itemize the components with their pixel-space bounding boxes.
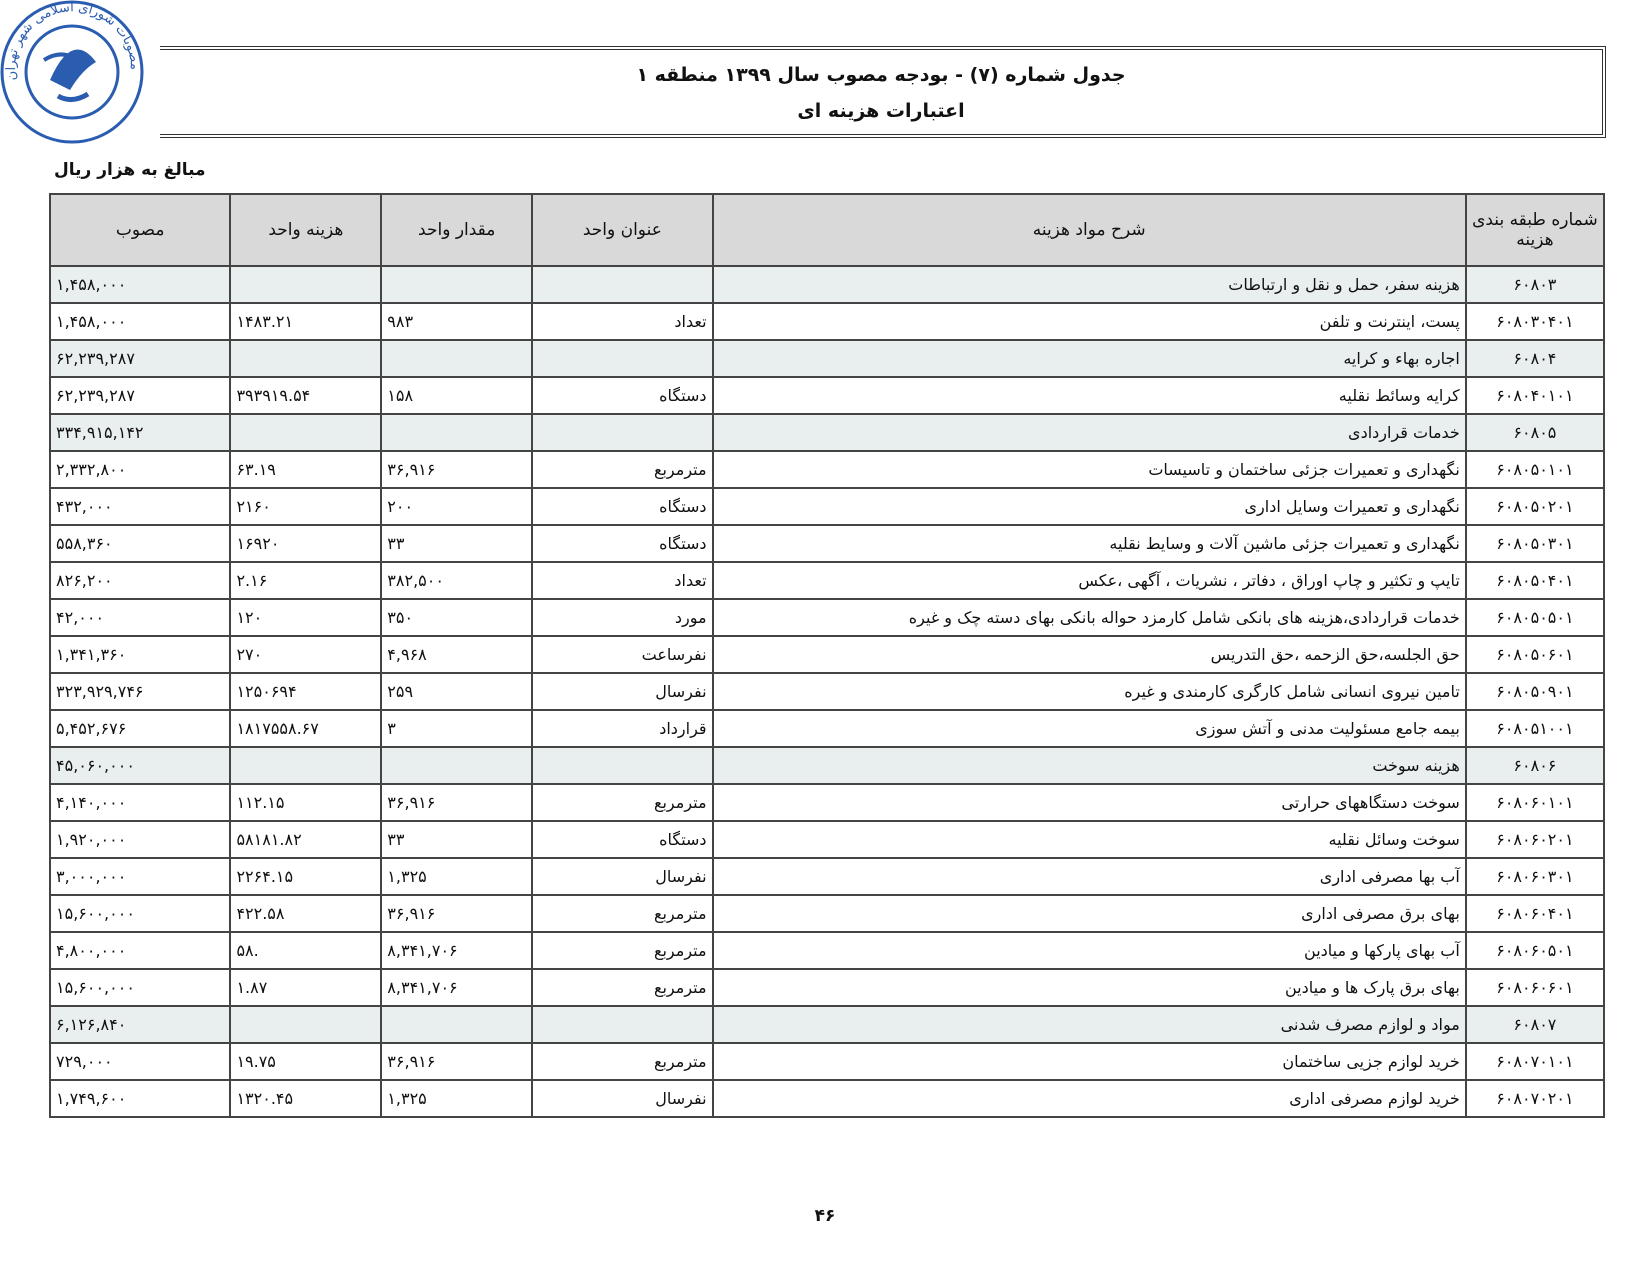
cell-code: ۶۰۸۰۶ xyxy=(1466,747,1604,784)
group-row xyxy=(50,340,1604,377)
cell-unit-quantity: ۲۰۰ xyxy=(381,488,532,525)
cell-unit-title: نفرسال xyxy=(532,858,712,895)
cell-unit-title: نفرسال xyxy=(532,1080,712,1117)
cell-unit-quantity: ۳۸۲,۵۰۰ xyxy=(381,562,532,599)
cell-description: بیمه جامع مسئولیت مدنی و آتش سوزی xyxy=(713,710,1466,747)
cell-description: حق الجلسه،حق الزحمه ،حق التدریس xyxy=(713,636,1466,673)
cell-description: خرید لوازم جزیی ساختمان xyxy=(713,1043,1466,1080)
table-header-row xyxy=(50,194,1604,266)
cell-approved-amount: ۶,۱۲۶,۸۴۰ xyxy=(50,1006,230,1043)
cell-unit-cost: ۲۱۶۰ xyxy=(230,488,381,525)
cell-code: ۶۰۸۰۳ xyxy=(1466,266,1604,303)
cell-unit-cost: ۱۳۲۰.۴۵ xyxy=(230,1080,381,1117)
cell-code: ۶۰۸۰۴ xyxy=(1466,340,1604,377)
cell-code: ۶۰۸۰۶۰۶۰۱ xyxy=(1466,969,1604,1006)
cell-unit-quantity: ۹۸۳ xyxy=(381,303,532,340)
cell-approved-amount: ۶۲,۲۳۹,۲۸۷ xyxy=(50,377,230,414)
cell-unit-cost: ۳۹۳۹۱۹.۵۴ xyxy=(230,377,381,414)
cell-code: ۶۰۸۰۷۰۱۰۱ xyxy=(1466,1043,1604,1080)
cell-approved-amount: ۴۲,۰۰۰ xyxy=(50,599,230,636)
cell-approved-amount: ۴۵,۰۶۰,۰۰۰ xyxy=(50,747,230,784)
cell-description: نگهداری و تعمیرات جزئی ماشین آلات و وسایط نقلیه xyxy=(713,525,1466,562)
cell-unit-title: مترمربع xyxy=(532,969,712,1006)
table-row xyxy=(50,858,1604,895)
table-row xyxy=(50,525,1604,562)
cell-unit-cost xyxy=(230,1006,381,1043)
cell-code: ۶۰۸۰۳۰۴۰۱ xyxy=(1466,303,1604,340)
cell-description: آب بهای پارکها و میادین xyxy=(713,932,1466,969)
table-row xyxy=(50,377,1604,414)
cell-code: ۶۰۸۰۵۰۳۰۱ xyxy=(1466,525,1604,562)
cell-unit-quantity: ۳ xyxy=(381,710,532,747)
cell-description: اجاره بهاء و کرایه xyxy=(713,340,1466,377)
cell-unit-cost: ۱۴۸۳.۲۱ xyxy=(230,303,381,340)
cell-unit-quantity: ۴,۹۶۸ xyxy=(381,636,532,673)
table-row xyxy=(50,451,1604,488)
cell-unit-title: مورد xyxy=(532,599,712,636)
table-row xyxy=(50,636,1604,673)
budget-table xyxy=(49,193,1605,1118)
cell-description: هزینه سفر، حمل و نقل و ارتباطات xyxy=(713,266,1466,303)
cell-unit-cost: ۱۲۵۰۶۹۴ xyxy=(230,673,381,710)
cell-unit-title: نفرسال xyxy=(532,673,712,710)
col-header-cost: هزینه واحد xyxy=(230,194,381,266)
table-row xyxy=(50,784,1604,821)
cell-unit-quantity: ۳۶,۹۱۶ xyxy=(381,1043,532,1080)
cell-unit-title: تعداد xyxy=(532,562,712,599)
cell-unit-quantity xyxy=(381,747,532,784)
cell-unit-title: مترمربع xyxy=(532,1043,712,1080)
cell-unit-cost: ۲۲۶۴.۱۵ xyxy=(230,858,381,895)
cell-description: بهای برق مصرفی اداری xyxy=(713,895,1466,932)
cell-unit-quantity: ۸,۳۴۱,۷۰۶ xyxy=(381,932,532,969)
cell-approved-amount: ۱,۴۵۸,۰۰۰ xyxy=(50,266,230,303)
cell-approved-amount: ۱,۷۴۹,۶۰۰ xyxy=(50,1080,230,1117)
currency-unit-note: مبالغ به هزار ریال xyxy=(54,160,206,180)
cell-code: ۶۰۸۰۵۰۴۰۱ xyxy=(1466,562,1604,599)
cell-code: ۶۰۸۰۶۰۴۰۱ xyxy=(1466,895,1604,932)
page-subtitle: اعتبارات هزینه ای xyxy=(797,100,965,122)
cell-unit-title: دستگاه xyxy=(532,821,712,858)
cell-description: نگهداری و تعمیرات جزئی ساختمان و تاسیسات xyxy=(713,451,1466,488)
cell-unit-quantity: ۳۶,۹۱۶ xyxy=(381,895,532,932)
group-row xyxy=(50,414,1604,451)
col-header-approved: مصوب xyxy=(50,194,230,266)
cell-code: ۶۰۸۰۵۰۱۰۱ xyxy=(1466,451,1604,488)
cell-description: هزینه سوخت xyxy=(713,747,1466,784)
cell-unit-cost: ۲.۱۶ xyxy=(230,562,381,599)
cell-description: نگهداری و تعمیرات وسایل اداری xyxy=(713,488,1466,525)
cell-approved-amount: ۷۲۹,۰۰۰ xyxy=(50,1043,230,1080)
table-row xyxy=(50,895,1604,932)
col-header-code: شماره طبقه بندی هزینه xyxy=(1466,194,1604,266)
group-row xyxy=(50,266,1604,303)
cell-code: ۶۰۸۰۵۰۶۰۱ xyxy=(1466,636,1604,673)
cell-description: سوخت دستگاههای حرارتی xyxy=(713,784,1466,821)
cell-code: ۶۰۸۰۶۰۲۰۱ xyxy=(1466,821,1604,858)
cell-code: ۶۰۸۰۵۰۹۰۱ xyxy=(1466,673,1604,710)
cell-code: ۶۰۸۰۴۰۱۰۱ xyxy=(1466,377,1604,414)
cell-unit-cost: ۱۸۱۷۵۵۸.۶۷ xyxy=(230,710,381,747)
cell-approved-amount: ۵,۴۵۲,۶۷۶ xyxy=(50,710,230,747)
col-header-unit: عنوان واحد xyxy=(532,194,712,266)
cell-unit-cost: ۱۲۰ xyxy=(230,599,381,636)
table-row xyxy=(50,932,1604,969)
table-row xyxy=(50,1043,1604,1080)
cell-description: کرایه وسائط نقلیه xyxy=(713,377,1466,414)
cell-unit-cost xyxy=(230,414,381,451)
cell-code: ۶۰۸۰۶۰۱۰۱ xyxy=(1466,784,1604,821)
cell-code: ۶۰۸۰۶۰۵۰۱ xyxy=(1466,932,1604,969)
group-row xyxy=(50,747,1604,784)
cell-unit-title xyxy=(532,266,712,303)
cell-description: خدمات قراردادی xyxy=(713,414,1466,451)
cell-unit-title xyxy=(532,414,712,451)
cell-unit-cost: .۵۸ xyxy=(230,932,381,969)
table-row xyxy=(50,599,1604,636)
cell-unit-quantity: ۸,۳۴۱,۷۰۶ xyxy=(381,969,532,1006)
cell-code: ۶۰۸۰۵۰۲۰۱ xyxy=(1466,488,1604,525)
council-seal-stamp xyxy=(0,0,158,158)
cell-unit-title: مترمربع xyxy=(532,932,712,969)
cell-unit-cost xyxy=(230,340,381,377)
cell-unit-quantity xyxy=(381,414,532,451)
cell-approved-amount: ۸۲۶,۲۰۰ xyxy=(50,562,230,599)
cell-description: آب بها مصرفی اداری xyxy=(713,858,1466,895)
cell-description: تایپ و تکثیر و چاپ اوراق ، دفاتر ، نشریات ، آگهی ،عکس xyxy=(713,562,1466,599)
page-title: جدول شماره (۷) - بودجه مصوب سال ۱۳۹۹ منطقه ۱ xyxy=(636,64,1126,86)
cell-approved-amount: ۱,۹۲۰,۰۰۰ xyxy=(50,821,230,858)
cell-unit-title: دستگاه xyxy=(532,377,712,414)
cell-unit-cost: ۵۸۱۸۱.۸۲ xyxy=(230,821,381,858)
cell-code: ۶۰۸۰۷۰۲۰۱ xyxy=(1466,1080,1604,1117)
cell-unit-quantity: ۱,۳۲۵ xyxy=(381,1080,532,1117)
cell-unit-title: دستگاه xyxy=(532,525,712,562)
cell-approved-amount: ۳۳۴,۹۱۵,۱۴۲ xyxy=(50,414,230,451)
cell-unit-quantity: ۳۵۰ xyxy=(381,599,532,636)
cell-code: ۶۰۸۰۵ xyxy=(1466,414,1604,451)
cell-description: پست، اینترنت و تلفن xyxy=(713,303,1466,340)
cell-unit-cost: ۱۱۲.۱۵ xyxy=(230,784,381,821)
cell-unit-cost: ۱.۸۷ xyxy=(230,969,381,1006)
cell-unit-quantity: ۳۶,۹۱۶ xyxy=(381,451,532,488)
cell-description: بهای برق پارک ها و میادین xyxy=(713,969,1466,1006)
cell-description: مواد و لوازم مصرف شدنی xyxy=(713,1006,1466,1043)
svg-text:مصوبات شورای اسلامی شهر تهران: مصوبات شورای اسلامی شهر تهران xyxy=(3,0,143,82)
cell-unit-cost: ۱۶۹۲۰ xyxy=(230,525,381,562)
table-row xyxy=(50,969,1604,1006)
table-row xyxy=(50,488,1604,525)
cell-unit-title xyxy=(532,1006,712,1043)
cell-unit-cost: ۴۲۲.۵۸ xyxy=(230,895,381,932)
cell-unit-cost: ۶۳.۱۹ xyxy=(230,451,381,488)
col-header-desc: شرح مواد هزینه xyxy=(713,194,1466,266)
title-box xyxy=(160,46,1606,138)
cell-code: ۶۰۸۰۵۰۵۰۱ xyxy=(1466,599,1604,636)
cell-unit-cost: ۲۷۰ xyxy=(230,636,381,673)
table-row xyxy=(50,303,1604,340)
table-body xyxy=(50,266,1604,1117)
cell-unit-title xyxy=(532,747,712,784)
cell-unit-cost xyxy=(230,747,381,784)
cell-approved-amount: ۱,۴۵۸,۰۰۰ xyxy=(50,303,230,340)
cell-unit-cost: ۱۹.۷۵ xyxy=(230,1043,381,1080)
cell-unit-quantity: ۳۶,۹۱۶ xyxy=(381,784,532,821)
cell-description: خدمات قراردادی،هزینه های بانکی شامل کارمزد حواله بانکی بهای دسته چک و غیره xyxy=(713,599,1466,636)
cell-description: تامین نیروی انسانی شامل کارگری کارمندی و غیره xyxy=(713,673,1466,710)
cell-approved-amount: ۱,۳۴۱,۳۶۰ xyxy=(50,636,230,673)
cell-unit-cost xyxy=(230,266,381,303)
cell-approved-amount: ۲,۳۳۲,۸۰۰ xyxy=(50,451,230,488)
cell-unit-quantity xyxy=(381,340,532,377)
cell-unit-quantity: ۳۳ xyxy=(381,821,532,858)
page-number: ۴۶ xyxy=(814,1206,836,1226)
cell-approved-amount: ۳۲۳,۹۲۹,۷۴۶ xyxy=(50,673,230,710)
cell-unit-title: مترمربع xyxy=(532,784,712,821)
table-row xyxy=(50,673,1604,710)
cell-code: ۶۰۸۰۷ xyxy=(1466,1006,1604,1043)
cell-unit-title: قرارداد xyxy=(532,710,712,747)
cell-unit-title: دستگاه xyxy=(532,488,712,525)
cell-unit-quantity: ۳۳ xyxy=(381,525,532,562)
cell-unit-quantity: ۲۵۹ xyxy=(381,673,532,710)
cell-approved-amount: ۱۵,۶۰۰,۰۰۰ xyxy=(50,969,230,1006)
cell-unit-title: نفرساعت xyxy=(532,636,712,673)
cell-unit-quantity xyxy=(381,266,532,303)
cell-description: خرید لوازم مصرفی اداری xyxy=(713,1080,1466,1117)
table-row xyxy=(50,821,1604,858)
cell-unit-title: تعداد xyxy=(532,303,712,340)
cell-approved-amount: ۴,۸۰۰,۰۰۰ xyxy=(50,932,230,969)
cell-unit-quantity: ۱,۳۲۵ xyxy=(381,858,532,895)
cell-code: ۶۰۸۰۶۰۳۰۱ xyxy=(1466,858,1604,895)
table-row xyxy=(50,710,1604,747)
cell-approved-amount: ۴,۱۴۰,۰۰۰ xyxy=(50,784,230,821)
cell-unit-title: مترمربع xyxy=(532,895,712,932)
cell-unit-quantity: ۱۵۸ xyxy=(381,377,532,414)
table-row xyxy=(50,562,1604,599)
cell-approved-amount: ۴۳۲,۰۰۰ xyxy=(50,488,230,525)
cell-approved-amount: ۶۲,۲۳۹,۲۸۷ xyxy=(50,340,230,377)
cell-approved-amount: ۳,۰۰۰,۰۰۰ xyxy=(50,858,230,895)
cell-approved-amount: ۵۵۸,۳۶۰ xyxy=(50,525,230,562)
cell-description: سوخت وسائل نقلیه xyxy=(713,821,1466,858)
col-header-qty: مقدار واحد xyxy=(381,194,532,266)
cell-approved-amount: ۱۵,۶۰۰,۰۰۰ xyxy=(50,895,230,932)
cell-unit-title: مترمربع xyxy=(532,451,712,488)
cell-unit-title xyxy=(532,340,712,377)
group-row xyxy=(50,1006,1604,1043)
table-row xyxy=(50,1080,1604,1117)
cell-code: ۶۰۸۰۵۱۰۰۱ xyxy=(1466,710,1604,747)
cell-unit-quantity xyxy=(381,1006,532,1043)
